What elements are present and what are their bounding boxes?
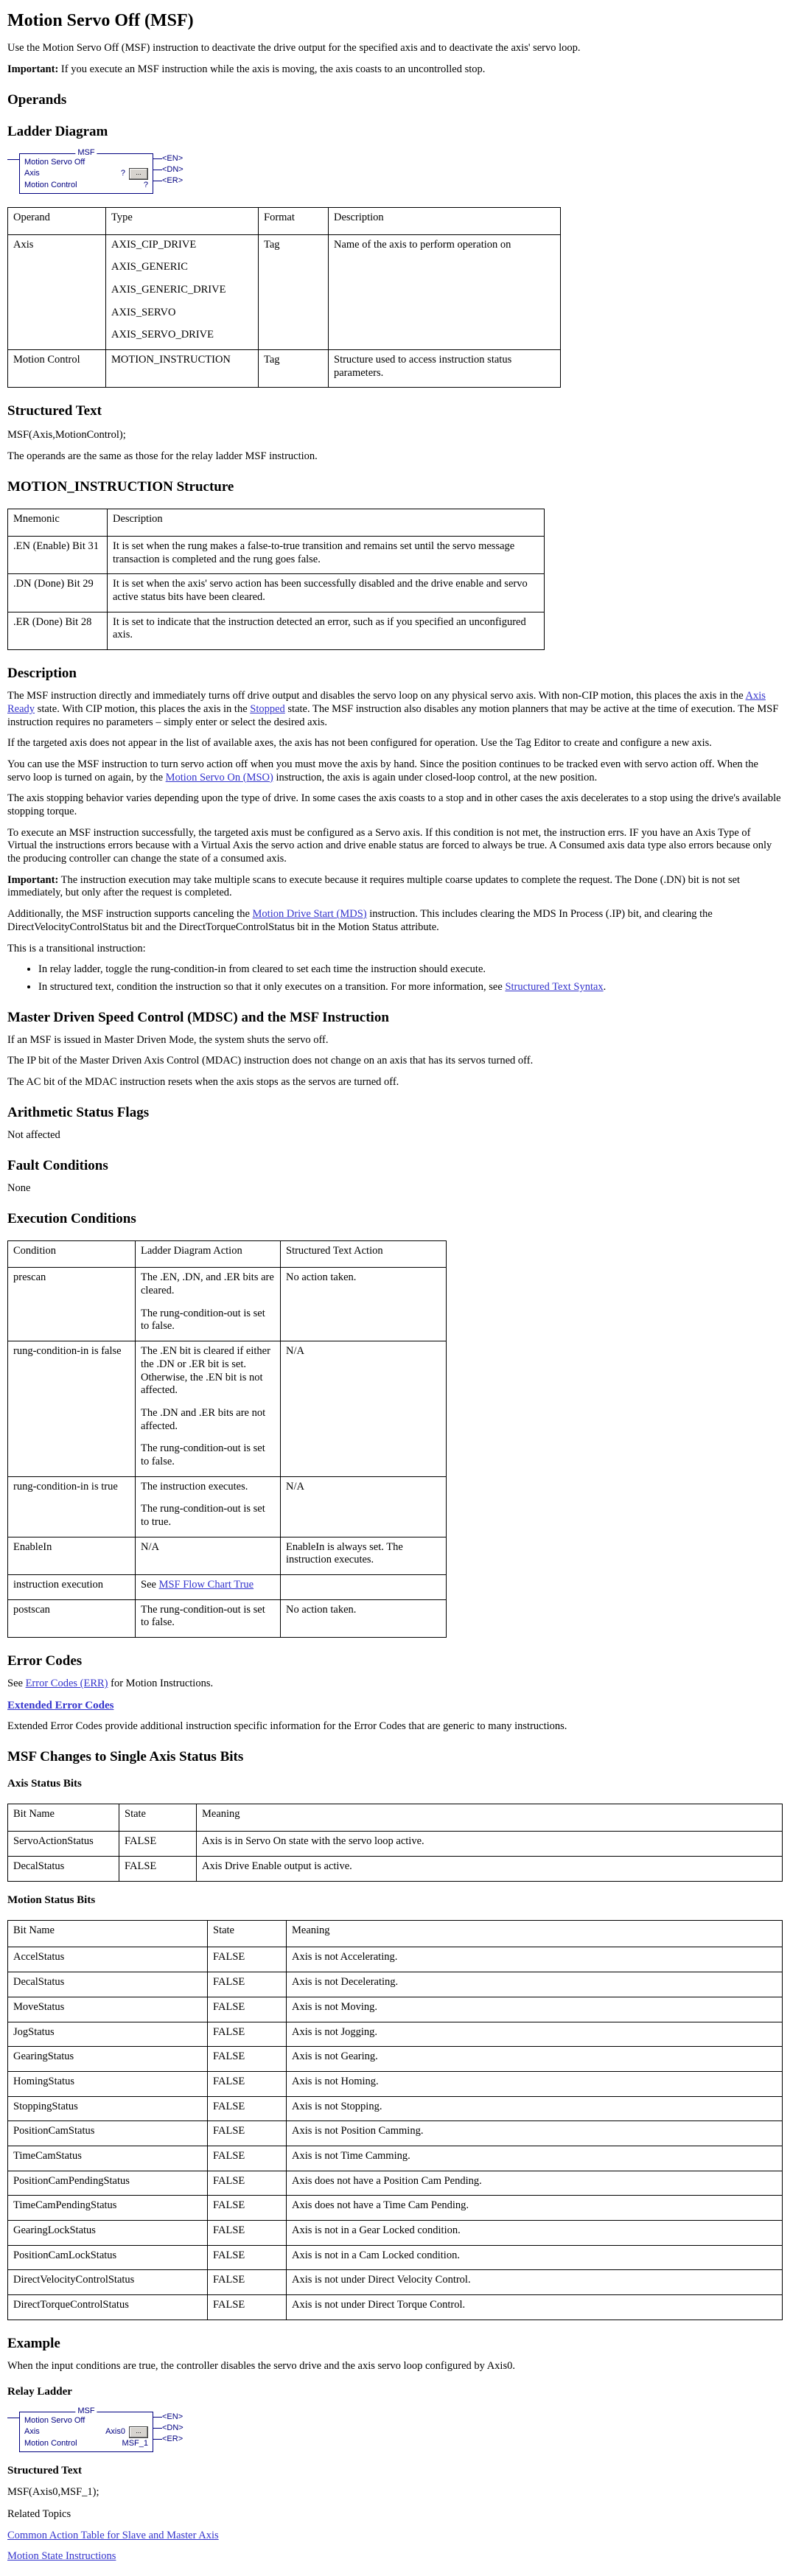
table-cell: Name of the axis to perform operation on [329,234,561,349]
er-output [153,175,183,186]
table-cell: Axis is not under Direct Torque Control. [287,2295,783,2320]
table-row [8,1268,447,1341]
table-row [8,2022,783,2047]
table-cell: Tag [259,350,329,388]
table-cell: StoppingStatus [8,2096,208,2121]
wire [153,2417,162,2418]
common-action-table-link[interactable]: Common Action Table for Slave and Master Axis [7,2529,219,2541]
type-option: AXIS_SERVO [111,306,176,318]
col-header: Mnemonic [8,509,108,537]
table-row [8,2270,783,2295]
instruction-name-row [24,2415,148,2426]
asf-text: Not affected [7,1128,60,1141]
related-link-row [7,2550,783,2563]
table-cell: prescan [8,1268,136,1341]
table-cell: instruction execution [8,1575,136,1600]
table-cell: .DN (Done) Bit 29 [8,574,108,612]
table-cell: FALSE [208,2295,287,2320]
stopped-link[interactable]: Stopped [250,702,285,715]
table-cell: Axis is not Moving. [287,1997,783,2022]
extended-error-codes-link-row [7,1699,783,1712]
table-row [8,1972,783,1997]
table-cell: The .EN bit is cleared if either the .DN or .ER bit is set. Otherwise, the .EN bit is not affected. The .DN and .ER bits are not affected. The rung-condition-out is set to false. [136,1341,281,1477]
en-output-label: <EN> [162,153,183,163]
table-cell: FALSE [119,1832,197,1857]
col-header: Description [329,207,561,234]
heading-mdsc: Master Driven Speed Control (MDSC) and the MSF Instruction [7,1009,389,1025]
col-header: State [119,1804,197,1832]
table-cell: FALSE [208,2071,287,2096]
col-header: Description [108,509,545,537]
heading-operands: Operands [7,91,67,108]
col-header: Condition [8,1240,136,1268]
text: Additionally, the MSF instruction supports canceling the [7,908,253,921]
table-row [8,2295,783,2320]
col-header: Format [259,207,329,234]
table-row [8,1537,447,1574]
table-cell: DecalStatus [8,1856,119,1881]
table-row [8,2221,783,2246]
description-paragraph [7,908,783,934]
text: instruction. This includes clearing the MDS In Process (.IP) bit, and clearing the DirectVelocityControlStatus bit and the DirectTorqueControlStatus bit in the Motion Status attribute. [7,908,713,933]
axis-status-bits-table [7,1804,783,1881]
text: . [603,980,607,993]
table-cell: FALSE [208,2196,287,2221]
axis-operand-label: Axis [24,169,40,178]
table-cell: GearingLockStatus [8,2221,208,2246]
table-cell: Axis is not in a Gear Locked condition. [287,2221,783,2246]
motion-control-value: ? [143,180,148,189]
table-row [8,1476,447,1537]
mdsc-paragraph: If an MSF is issued in Master Driven Mode, the system shuts the servo off. [7,1033,329,1046]
table-cell: GearingStatus [8,2047,208,2072]
en-output [153,2412,183,2423]
col-header: State [208,1920,287,1947]
dn-output [153,164,183,175]
wire [153,158,162,159]
text: The MSF instruction directly and immediately turns off drive output and disables the servo loop on any physical servo axis. With non-CIP motion, this places the axis in the [7,690,746,702]
msf-block-title: MSF [75,2407,97,2415]
table-cell: Axis is not Position Camming. [287,2121,783,2146]
table-cell: Axis is not under Direct Velocity Control. [287,2270,783,2295]
table-cell [136,1575,281,1600]
table-header-row [8,509,545,537]
ladder-diagram [7,147,783,194]
list-item [38,981,783,994]
mdsc-paragraph: The AC bit of the MDAC instruction resets when the axis stops as the servos are turned off. [7,1076,399,1089]
important-label: Important: [7,63,59,75]
text: state. The MSF instruction also disables any motion planners that may be active at the time of execution. The MSF instruction requires no parameters – simply enter or select the desired axis. [7,702,779,728]
output-bits [153,153,183,186]
text: You can use the MSF instruction to turn servo action off when you must move the axis by hand. Since the position continues to be tracked even with servo action off. When the servo loop is turned on again, by the [7,758,758,783]
table-cell: It is set to indicate that the instruction detected an error, such as if you specified an unconfigured axis. [108,612,545,649]
table-cell: FALSE [208,2221,287,2246]
table-cell: FALSE [208,2121,287,2146]
heading-execution-conditions: Execution Conditions [7,1210,136,1226]
table-row [8,2096,783,2121]
table-cell: No action taken. [281,1599,447,1637]
table-cell: ServoActionStatus [8,1832,119,1857]
col-header: Meaning [197,1804,783,1832]
table-cell: DecalStatus [8,1972,208,1997]
table-cell: The rung-condition-out is set to false. [136,1599,281,1637]
heading-description: Description [7,666,77,682]
table-header-row [8,1920,783,1947]
heading-arithmetic-status-flags: Arithmetic Status Flags [7,1104,150,1120]
col-header: Bit Name [8,1804,119,1832]
table-cell: PositionCamPendingStatus [8,2171,208,2196]
col-header: Type [106,207,259,234]
motion-control-row [24,2438,148,2449]
table-cell: The .EN, .DN, and .ER bits are cleared. The rung-condition-out is set to false. [136,1268,281,1341]
table-row [8,2146,783,2171]
heading-ladder-diagram: Ladder Diagram [7,123,108,139]
table-cell: Axis is not Time Camming. [287,2146,783,2171]
wire [153,2439,162,2440]
table-cell: .EN (Enable) Bit 31 [8,536,108,573]
description-paragraph: This is a transitional instruction: [7,942,146,954]
table-cell: N/A [281,1476,447,1537]
table-cell [281,1575,447,1600]
rung-wire [7,159,19,160]
table-row [8,1947,783,1972]
table-cell: Axis is not Stopping. [287,2096,783,2121]
msf-block-title: MSF [75,149,97,157]
text: for Motion Instructions. [108,1678,214,1690]
description-paragraph: If the targeted axis does not appear in the list of available axes, the axis has not been configured for operation. Use the Tag Editor to create and configure a new axis. [7,737,712,750]
msf-instruction-block [19,147,153,194]
motion-control-label: Motion Control [24,2438,77,2448]
table-cell: FALSE [208,1972,287,1997]
related-topics-label: Related Topics [7,2507,71,2520]
table-row [8,2245,783,2270]
table-cell: Tag [259,234,329,349]
mdsc-paragraph: The IP bit of the Master Driven Axis Control (MDAC) instruction does not change on an axis that has its servos turned off. [7,1055,534,1067]
table-cell: It is set when the rung makes a false-to-true transition and remains set until the servo message transaction is completed and the rung goes false. [108,536,545,573]
description-paragraph [7,690,783,729]
axis-operand-row [24,2426,148,2438]
table-row [8,536,545,573]
er-output [153,2434,183,2445]
text: The instruction execution may take multiple scans to execute because it requires multiple coarse updates to complete the request. The Done (.DN) bit is not set immediately, but only after the request is completed. [7,873,741,899]
motion-control-label: Motion Control [24,180,77,189]
table-cell: Axis is in Servo On state with the servo loop active. [197,1832,783,1857]
related-link-row [7,2530,783,2543]
table-cell: MOTION_INSTRUCTION [106,350,259,388]
heading-error-codes: Error Codes [7,1653,83,1669]
structured-text-code: MSF(Axis,MotionControl); [7,428,126,441]
type-option: AXIS_GENERIC [111,261,188,273]
table-cell: rung-condition-in is true [8,1476,136,1537]
table-cell: N/A [281,1341,447,1477]
axis-operand-row [24,168,148,180]
table-cell: AccelStatus [8,1947,208,1972]
type-option: AXIS_SERVO_DRIVE [111,329,214,341]
dn-output [153,2423,183,2434]
table-cell: Motion Control [8,350,106,388]
er-output-label: <ER> [162,175,183,185]
dn-output-label: <DN> [162,164,183,174]
structured-text-note: The operands are the same as those for the relay ladder MSF instruction. [7,450,318,463]
description-paragraph: The axis stopping behavior varies depending upon the type of drive. In some cases the axis coasts to a stop and in other cases the axis decelerates to a stop using the drive's available stopping torque. [7,792,781,817]
table-cell: JogStatus [8,2022,208,2047]
operand-table [7,207,561,388]
table-cell: FALSE [208,2245,287,2270]
heading-mi-structure: MOTION_INSTRUCTION Structure [7,479,234,495]
table-row [8,350,561,388]
msf-flow-chart-link[interactable]: MSF Flow Chart True [158,1579,254,1591]
col-header: Bit Name [8,1920,208,1947]
col-header: Operand [8,207,106,234]
table-cell: No action taken. [281,1268,447,1341]
msf-instruction-block [19,2406,153,2452]
table-row [8,2121,783,2146]
table-cell: postscan [8,1599,136,1637]
table-header-row [8,207,561,234]
table-cell: Axis does not have a Position Cam Pending. [287,2171,783,2196]
table-cell: The instruction executes. The rung-condition-out is set to true. [136,1476,281,1537]
table-cell: It is set when the axis' servo action has been successfully disabled and the drive enable and servo active status bits have been cleared. [108,574,545,612]
table-row [8,1341,447,1477]
table-cell: TimeCamPendingStatus [8,2196,208,2221]
instruction-name: Motion Servo Off [24,157,85,167]
table-cell: FALSE [208,2171,287,2196]
table-cell: HomingStatus [8,2071,208,2096]
col-header: Ladder Diagram Action [136,1240,281,1268]
table-cell: Structure used to access instruction status parameters. [329,350,561,388]
table-header-row [8,1804,783,1832]
mso-link[interactable]: Motion Servo On (MSO) [165,771,273,783]
instruction-name: Motion Servo Off [24,2415,85,2425]
table-cell: DirectVelocityControlStatus [8,2270,208,2295]
table-cell: DirectTorqueControlStatus [8,2295,208,2320]
important-label: Important: [7,873,59,886]
table-cell: Axis Drive Enable output is active. [197,1856,783,1881]
page-title: Motion Servo Off (MSF) [7,11,194,30]
table-cell: MoveStatus [8,1997,208,2022]
table-cell: .ER (Done) Bit 28 [8,612,108,649]
table-cell: N/A [136,1537,281,1574]
table-cell: PositionCamStatus [8,2121,208,2146]
example-ladder-diagram [7,2406,783,2452]
example-structured-text-code: MSF(Axis0,MSF_1); [7,2486,99,2499]
description-paragraph [7,758,783,784]
subheading-motion-status-bits: Motion Status Bits [7,1893,96,1906]
table-row [8,1832,783,1857]
fault-text: None [7,1181,31,1194]
error-codes-link[interactable]: Error Codes (ERR) [25,1678,108,1690]
table-cell: TimeCamStatus [8,2146,208,2171]
er-output-label: <ER> [162,2434,183,2443]
dn-output-label: <DN> [162,2423,183,2432]
extended-error-codes-link[interactable]: Extended Error Codes [7,1699,114,1711]
text: See [7,1678,26,1690]
table-header-row [8,1240,447,1268]
table-row [8,2196,783,2221]
text: In structured text, condition the instruction so that it only executes on a transition. For more information, see [38,980,506,993]
mds-link[interactable]: Motion Drive Start (MDS) [252,908,367,921]
heading-fault-conditions: Fault Conditions [7,1157,108,1173]
table-cell: FALSE [208,2146,287,2171]
type-option: AXIS_GENERIC_DRIVE [111,284,226,296]
type-option: AXIS_CIP_DRIVE [111,238,197,251]
text: instruction, the axis is again under closed-loop control, at the new position. [273,771,598,783]
table-cell: FALSE [208,1947,287,1972]
error-codes-paragraph [7,1678,783,1691]
table-row [8,574,545,612]
table-row [8,612,545,649]
table-cell: Axis is not Accelerating. [287,1947,783,1972]
important-text: If you execute an MSF instruction while the axis is moving, the axis coasts to an uncontrolled stop. [58,63,486,75]
execution-conditions-table [7,1240,447,1638]
description-important [7,874,783,900]
table-row [8,1575,447,1600]
important-note [7,63,783,77]
structured-text-syntax-link[interactable]: Structured Text Syntax [505,980,604,993]
col-header: Meaning [287,1920,783,1947]
description-paragraph: To execute an MSF instruction successfully, the targeted axis must be configured as a Servo axis. If this condition is not met, the instruction errs. IF you have an Axis Type of Virtual the instructions errors because with a Virtual Axis the servo action and drive enable status are forced to always be true. A Consumed axis data type also errors because only the producing controller can change the state of a consumed axis. [7,826,772,865]
table-cell: EnableIn is always set. The instruction executes. [281,1537,447,1574]
table-cell: FALSE [208,2270,287,2295]
instruction-name-row [24,157,148,168]
list-item: • In relay ladder, toggle the rung-condition-in from cleared to set each time the instruction should execute. [38,963,783,977]
table-cell: Axis [8,234,106,349]
extended-error-codes-text: Extended Error Codes provide additional instruction specific information for the Error Codes that are generic to many instructions. [7,1720,567,1733]
axis-ready-link[interactable]: Axis Ready [7,690,766,715]
table-row [8,2047,783,2072]
tag-browse-button[interactable]: ... [129,2426,148,2438]
table-cell: Axis is not Jogging. [287,2022,783,2047]
table-cell: Axis does not have a Time Cam Pending. [287,2196,783,2221]
table-cell: FALSE [208,2047,287,2072]
table-cell: Axis is not Homing. [287,2071,783,2096]
subheading-relay-ladder: Relay Ladder [7,2385,72,2398]
en-output-label: <EN> [162,2412,183,2421]
axis-operand-label: Axis [24,2427,40,2437]
table-cell: EnableIn [8,1537,136,1574]
output-bits [153,2412,183,2445]
table-cell: Axis is not Decelerating. [287,1972,783,1997]
motion-status-bits-table [7,1920,783,2320]
axis-operand-value: ? [120,169,125,178]
subheading-axis-status-bits: Axis Status Bits [7,1778,82,1790]
heading-example: Example [7,2335,60,2351]
heading-msf-changes: MSF Changes to Single Axis Status Bits [7,1748,244,1765]
motion-instruction-table [7,509,545,650]
table-cell: Axis is not Gearing. [287,2047,783,2072]
subheading-example-structured-text: Structured Text [7,2464,82,2476]
table-cell: Axis is not in a Cam Locked condition. [287,2245,783,2270]
en-output [153,153,183,164]
table-row [8,2071,783,2096]
tag-browse-button[interactable]: ... [129,168,148,180]
transitional-list [7,963,783,994]
table-row [8,1856,783,1881]
intro-paragraph: Use the Motion Servo Off (MSF) instruction to deactivate the drive output for the specified axis and to deactivate the axis' servo loop. [7,42,581,55]
table-row [8,1599,447,1637]
table-cell: FALSE [119,1856,197,1881]
axis-operand-value: Axis0 [105,2427,125,2437]
heading-structured-text: Structured Text [7,403,102,419]
text: See [141,1579,159,1591]
table-cell [106,234,259,349]
motion-state-instructions-link[interactable]: Motion State Instructions [7,2550,116,2563]
table-cell: FALSE [208,2022,287,2047]
motion-control-value: MSF_1 [122,2438,148,2448]
motion-control-row [24,180,148,191]
table-cell: rung-condition-in is false [8,1341,136,1477]
example-intro: When the input conditions are true, the controller disables the servo drive and the axis servo loop configured by Axis0. [7,2359,515,2372]
table-row [8,1997,783,2022]
table-cell: FALSE [208,2096,287,2121]
table-cell: FALSE [208,1997,287,2022]
text: state. With CIP motion, this places the axis in the [35,702,251,715]
wire [153,2428,162,2429]
table-row [8,234,561,349]
col-header: Structured Text Action [281,1240,447,1268]
table-row [8,2171,783,2196]
table-cell: PositionCamLockStatus [8,2245,208,2270]
